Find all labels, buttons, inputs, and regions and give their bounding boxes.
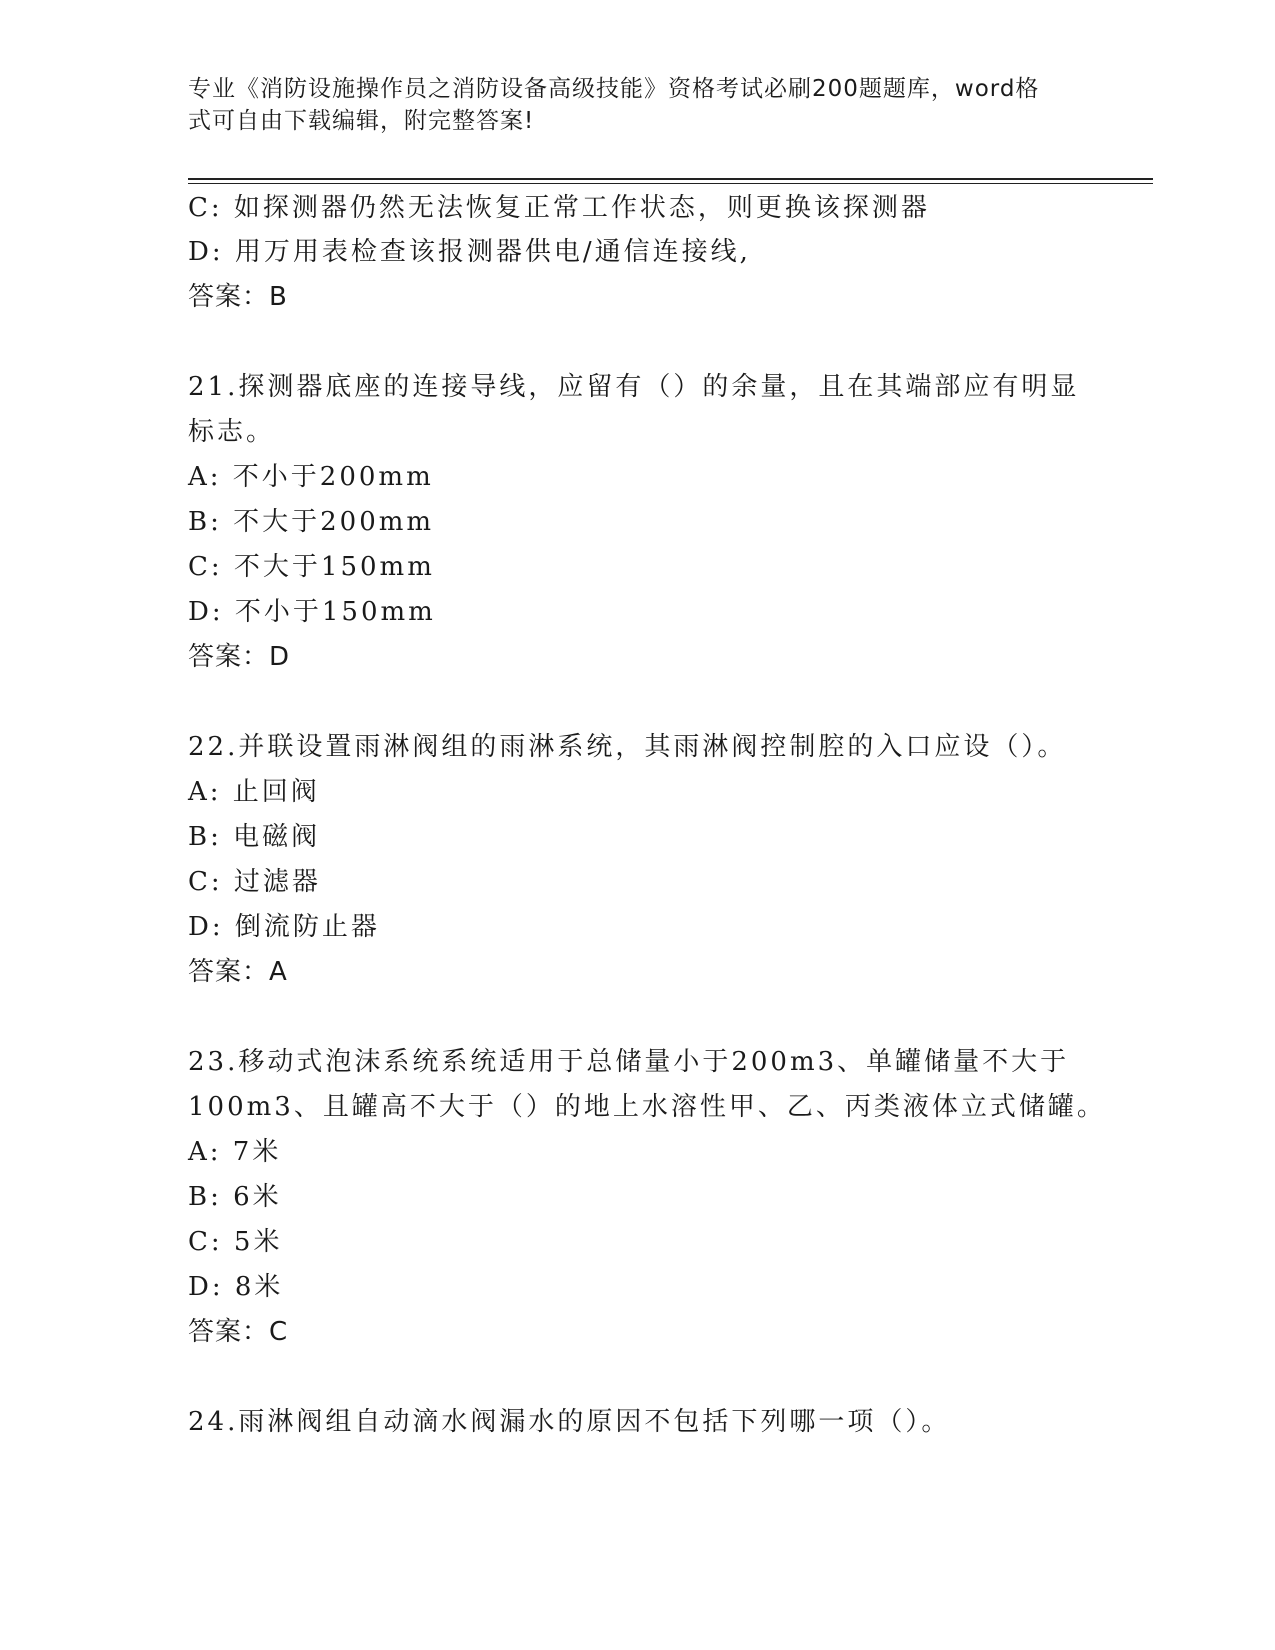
q22-option-c: C: 过滤器 (188, 867, 321, 897)
q21-option-d: D: 不小于150mm (188, 597, 436, 627)
header-divider-thick (188, 178, 1153, 180)
q23-option-b: B: 6米 (188, 1182, 282, 1212)
q23-answer: 答案：C (188, 1317, 289, 1347)
q23-option-c: C: 5米 (188, 1227, 283, 1257)
header-divider-thin (188, 183, 1153, 184)
q23-option-a: A: 7米 (188, 1137, 282, 1167)
q20-option-c: C: 如探测器仍然无法恢复正常工作状态，则更换该探测器 (188, 193, 930, 223)
q20-option-d: D: 用万用表检查该报测器供电/通信连接线, (188, 237, 751, 267)
q22-option-d: D: 倒流防止器 (188, 912, 380, 942)
document-header (188, 73, 1068, 137)
q21-answer: 答案：D (188, 642, 291, 672)
header-line-1: 专业《消防设施操作员之消防设备高级技能》资格考试必刷200题题库，word格 (188, 76, 1040, 102)
q24-stem-line-1: 24.雨淋阀组自动滴水阀漏水的原因不包括下列哪一项（）。 (188, 1407, 951, 1437)
q23-stem-line-1: 23.移动式泡沫系统系统适用于总储量小于200m3、单罐储量不大于 (188, 1047, 1070, 1077)
q23-stem-line-2: 100m3、且罐高不大于（）的地上水溶性甲、乙、丙类液体立式储罐。 (188, 1092, 1106, 1122)
q21-option-a: A: 不小于200mm (188, 462, 434, 492)
q22-option-b: B: 电磁阀 (188, 822, 321, 852)
q22-answer: 答案：A (188, 957, 288, 987)
q23-option-d: D: 8米 (188, 1272, 284, 1302)
q22-option-a: A: 止回阀 (188, 777, 320, 807)
q21-option-b: B: 不大于200mm (188, 507, 435, 537)
header-line-2: 式可自由下载编辑，附完整答案! (188, 108, 535, 134)
q20-answer: 答案：B (188, 282, 288, 312)
q21-option-c: C: 不大于150mm (188, 552, 435, 582)
q22-stem-line-1: 22.并联设置雨淋阀组的雨淋系统，其雨淋阀控制腔的入口应设（）。 (188, 732, 1067, 762)
q21-stem-line-2: 标志。 (188, 417, 276, 447)
q21-stem-line-1: 21.探测器底座的连接导线，应留有（）的余量，且在其端部应有明显 (188, 372, 1080, 402)
